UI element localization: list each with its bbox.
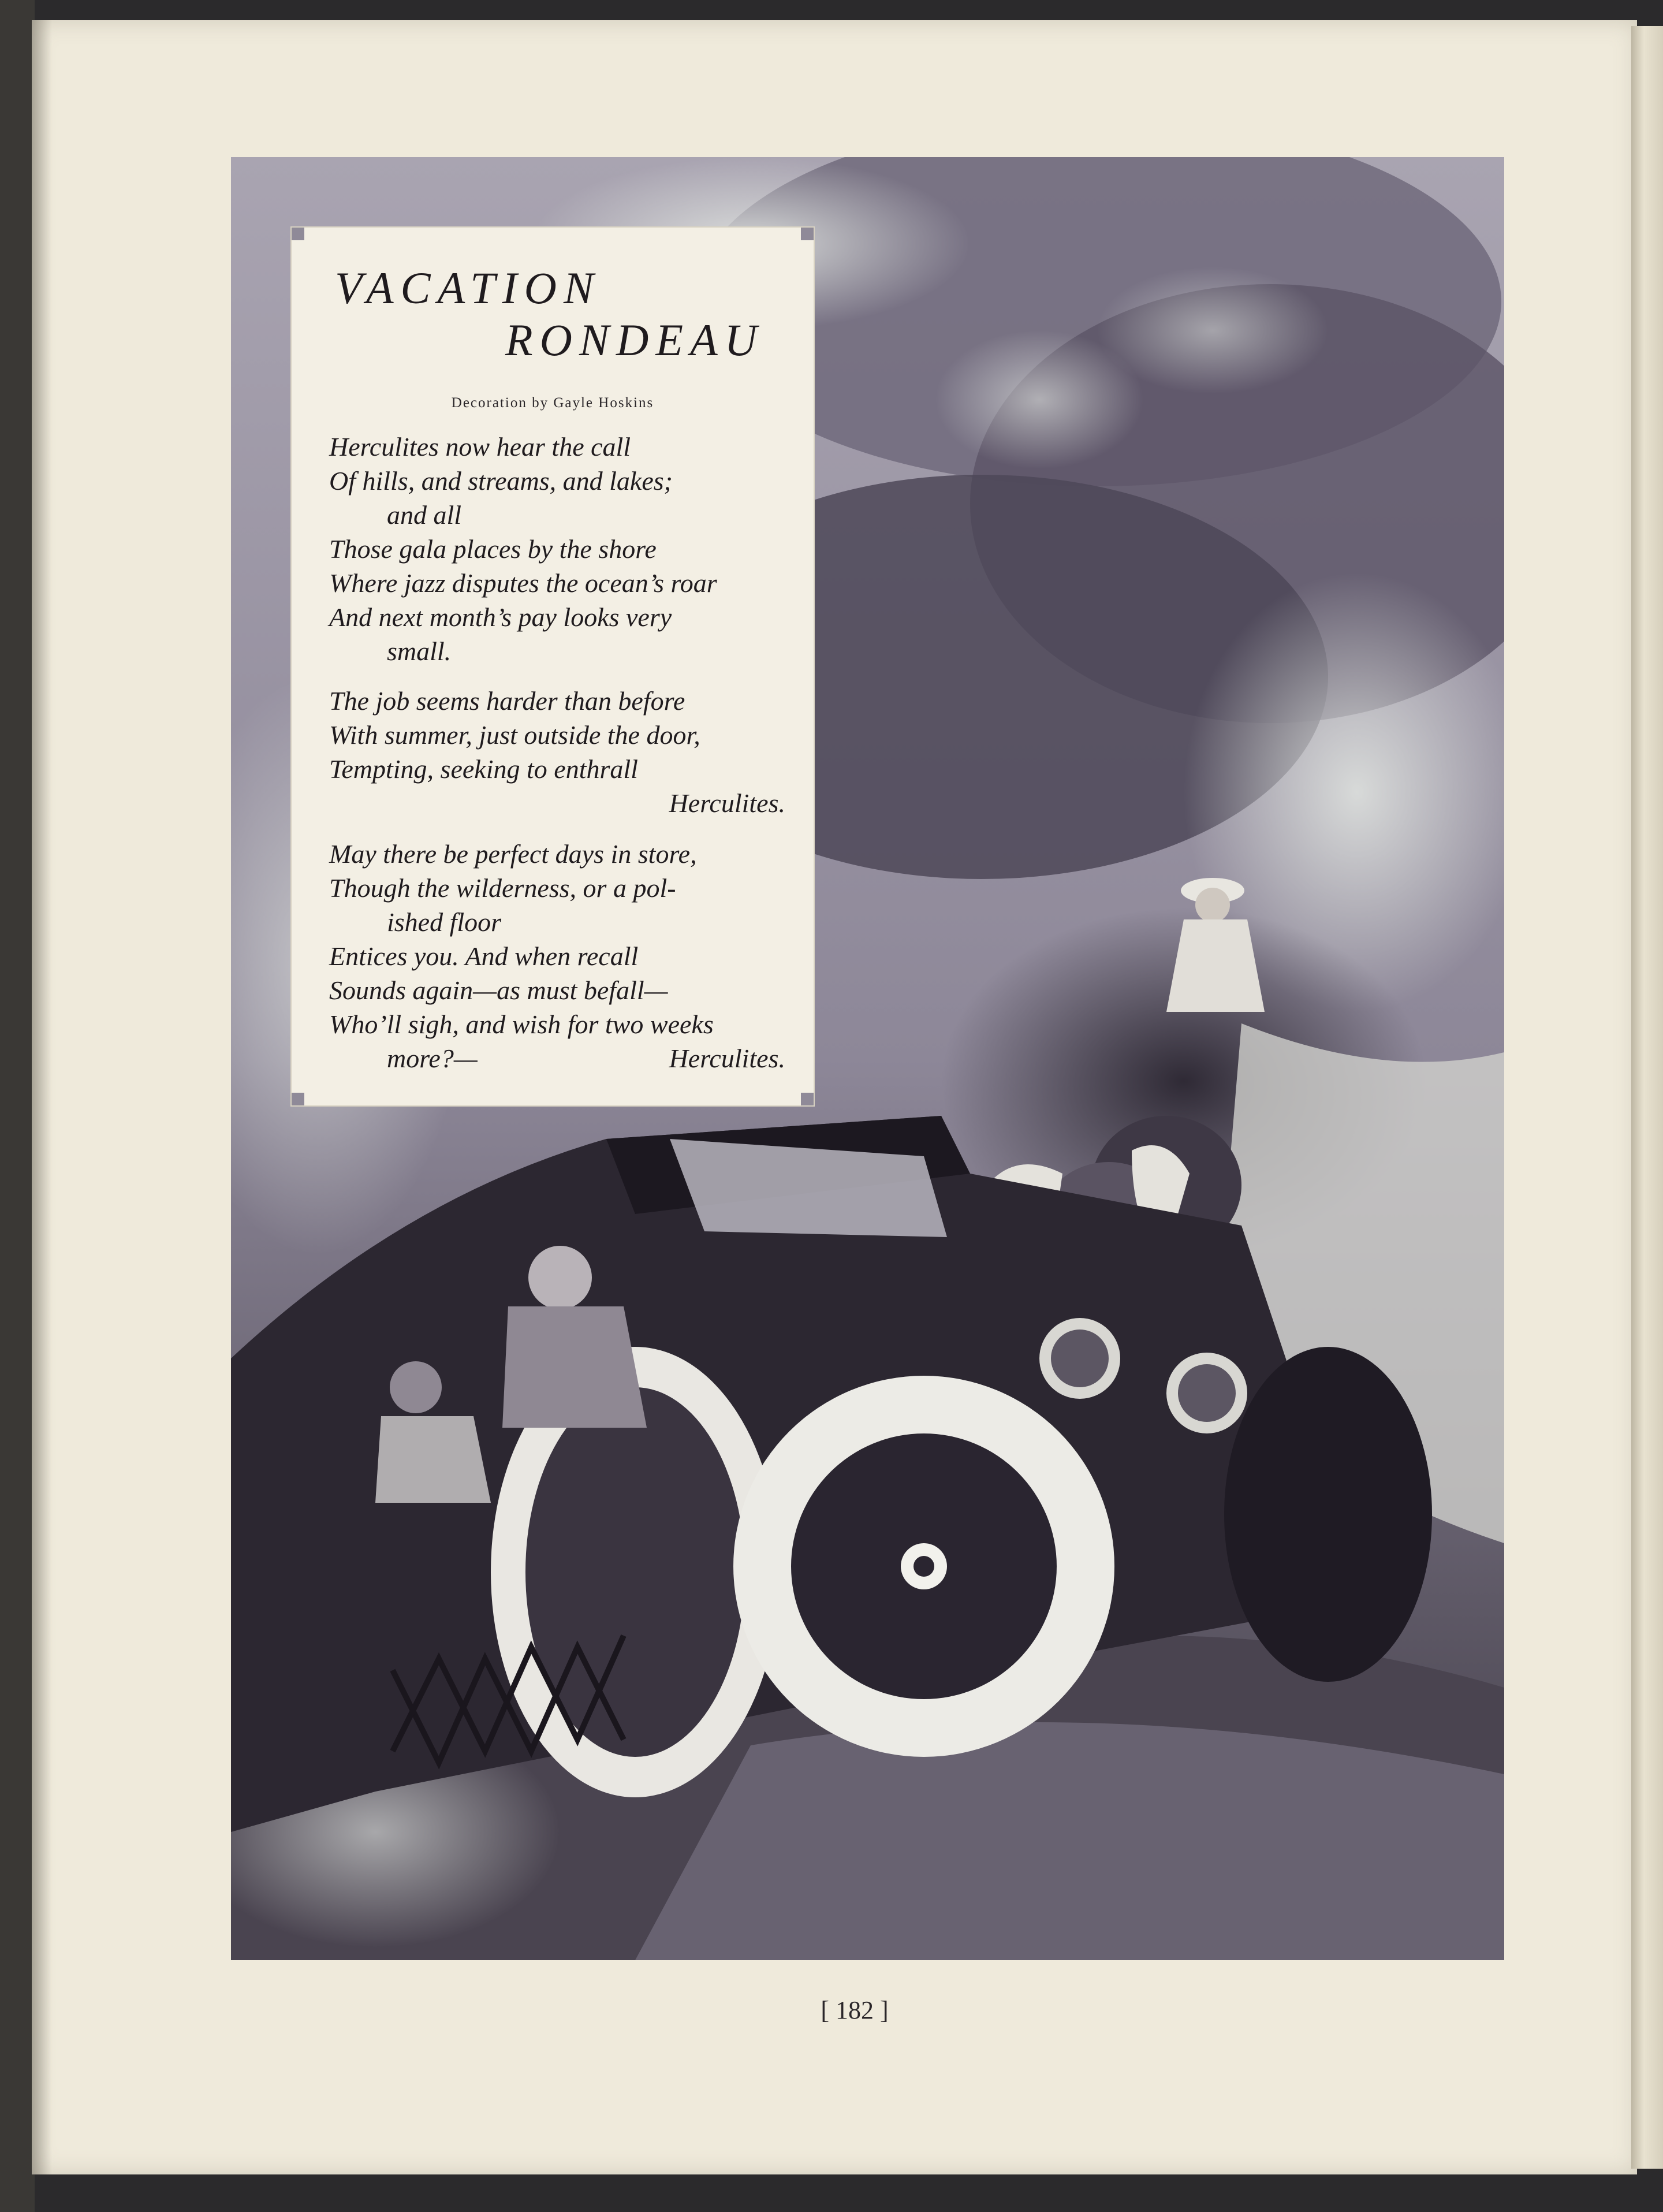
poem-line: The job seems harder than before [329, 686, 685, 716]
next-page-edge [1631, 26, 1663, 2169]
poem-line-refrain: Herculites. [669, 788, 785, 818]
poem-line: more?— [387, 1044, 478, 1073]
page-gutter-shadow [32, 20, 52, 2174]
poem-line: Who’ll sigh, and wish for two weeks [329, 1010, 714, 1039]
poem-line: May there be perfect days in store, [329, 839, 697, 869]
poem-line-final [329, 1041, 785, 1075]
stanza-2 [329, 684, 785, 820]
card-corner [801, 228, 814, 240]
poem-line: and all [387, 500, 462, 530]
poem-line: small. [387, 636, 452, 666]
poem-title-line-1: VACATION [335, 263, 601, 313]
card-corner [801, 1093, 814, 1105]
poem-line: With summer, just outside the door, [329, 720, 700, 750]
poem-line: And next month’s pay looks very [329, 602, 672, 632]
poem-line-refrain: Herculites. [669, 1044, 785, 1073]
decoration-credit: Decoration by Gayle Hoskins [451, 395, 654, 411]
poem-line: Tempting, seeking to enthrall [329, 754, 638, 784]
poem-card [292, 228, 814, 1105]
page-number: [ 182 ] [821, 1996, 889, 2024]
poem-title-line-2: RONDEAU [505, 315, 764, 365]
card-corner [292, 228, 304, 240]
poem-line: Of hills, and streams, and lakes; [329, 466, 673, 496]
poem-line: Where jazz disputes the ocean’s roar [329, 568, 717, 598]
poem-line: Herculites now hear the call [329, 432, 631, 461]
poem-line: ished floor [387, 907, 502, 937]
stanza-1 [329, 430, 785, 668]
poem-line: Those gala places by the shore [329, 534, 657, 564]
poem-line: Sounds again—as must befall— [329, 975, 668, 1005]
scan-backdrop [0, 0, 35, 2212]
card-corner [292, 1093, 304, 1105]
stanza-3 [329, 837, 785, 1075]
poem-line: Entices you. And when recall [329, 941, 639, 971]
poem-line: Though the wilderness, or a pol- [329, 873, 676, 903]
